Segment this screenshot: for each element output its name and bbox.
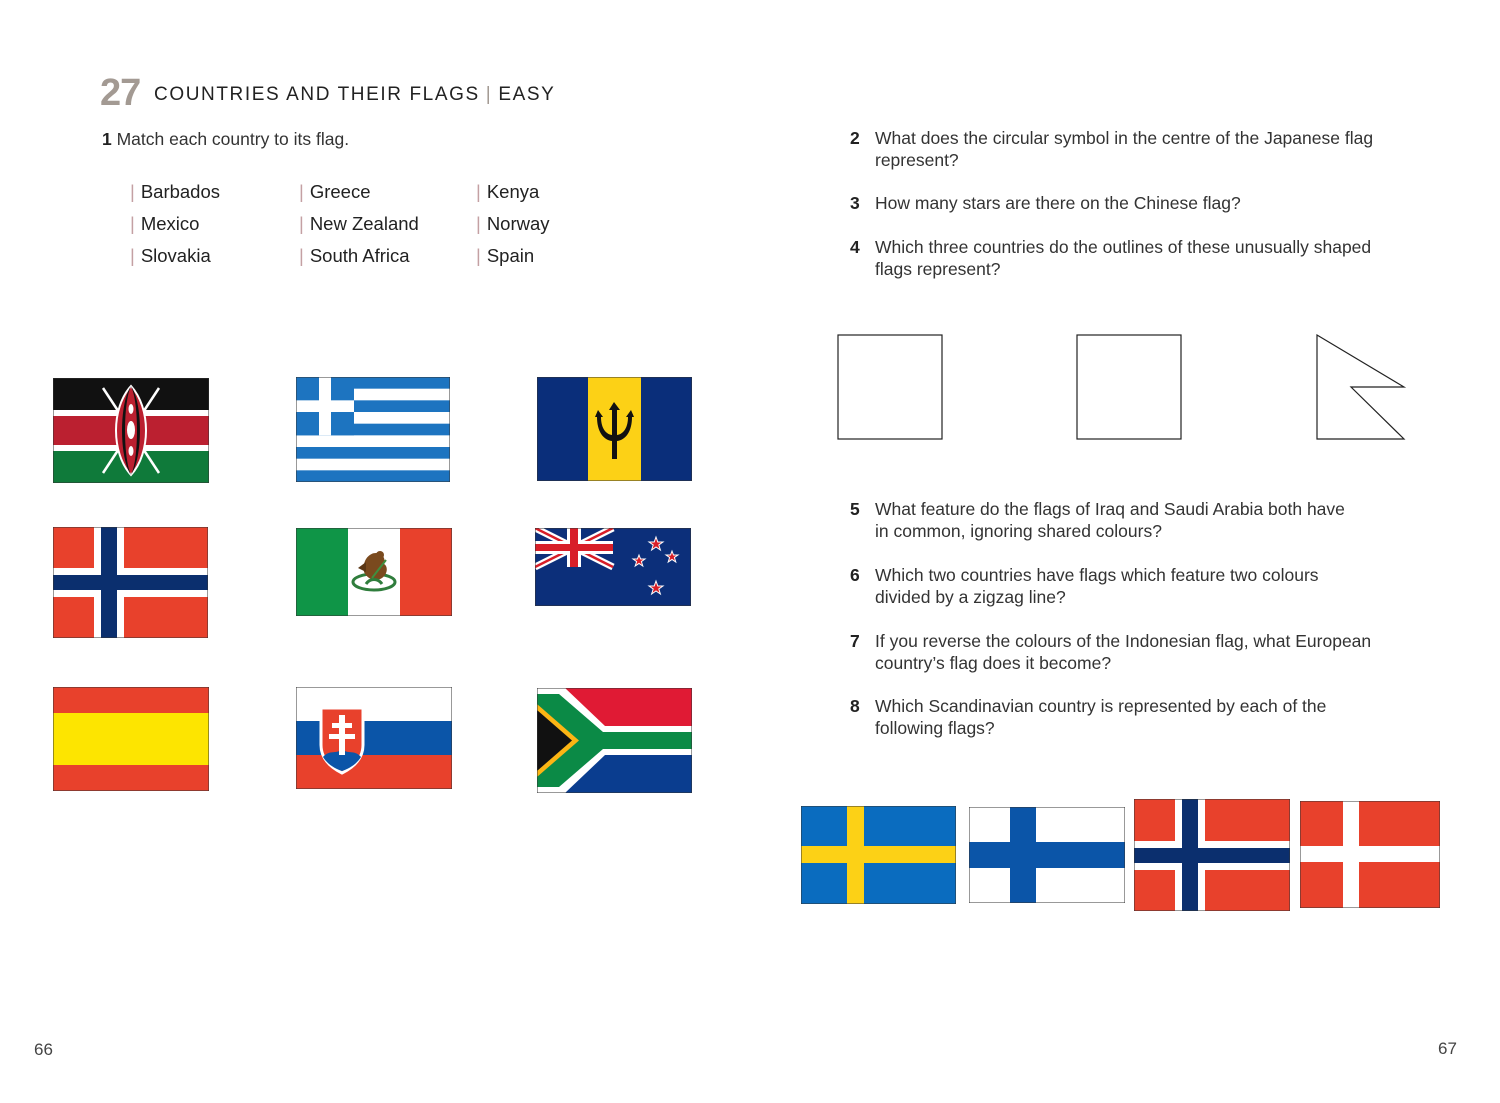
difficulty-label: EASY bbox=[498, 84, 556, 105]
pennant-outline bbox=[1315, 333, 1409, 448]
question-8 bbox=[850, 695, 1390, 739]
question-number: 3 bbox=[850, 193, 860, 213]
sweden-flag bbox=[801, 806, 956, 904]
spain-flag bbox=[53, 687, 209, 791]
new-zealand-flag bbox=[535, 528, 691, 606]
question-text: What does the circular symbol in the centre of the Japanese flag bbox=[875, 128, 1374, 148]
finland-flag bbox=[969, 807, 1125, 903]
country-name: | Mexico bbox=[130, 213, 200, 234]
greece-flag bbox=[296, 377, 450, 482]
question-text: If you reverse the colours of the Indonesian flag, what European bbox=[875, 631, 1372, 651]
question-number: 6 bbox=[850, 565, 860, 585]
chapter-number: 27 bbox=[100, 72, 141, 114]
question-text: in common, ignoring shared colours? bbox=[875, 521, 1162, 541]
south-africa-flag bbox=[537, 688, 692, 793]
page-number-right: 67 bbox=[1438, 1039, 1457, 1058]
question-text: What feature do the flags of Iraq and Saudi Arabia both have bbox=[875, 499, 1345, 519]
square-outline bbox=[1076, 334, 1184, 447]
question-5 bbox=[850, 498, 1390, 542]
question-text: Which three countries do the outlines of these unusually shaped bbox=[875, 237, 1372, 257]
question-text: divided by a zigzag line? bbox=[875, 587, 1066, 607]
denmark-flag bbox=[1300, 801, 1440, 908]
title-separator: | bbox=[485, 84, 493, 105]
question-text: Which Scandinavian country is represented by each of the bbox=[875, 696, 1327, 716]
country-name: | Kenya bbox=[476, 181, 540, 202]
question-text: flags represent? bbox=[875, 259, 1001, 279]
question-number: 2 bbox=[850, 128, 860, 148]
question-6 bbox=[850, 564, 1390, 608]
square-outline bbox=[837, 334, 945, 447]
norway-flag bbox=[1134, 799, 1290, 911]
question-text: following flags? bbox=[875, 718, 995, 738]
question-text: Match each country to its flag. bbox=[116, 129, 350, 149]
question-7 bbox=[850, 630, 1390, 674]
question-number: 1 bbox=[102, 129, 112, 149]
question-number: 7 bbox=[850, 631, 860, 651]
country-name: | Barbados bbox=[130, 181, 221, 202]
question-text: country’s flag does it become? bbox=[875, 653, 1112, 673]
question-3 bbox=[850, 192, 1390, 214]
country-name: | Greece bbox=[299, 181, 371, 202]
barbados-flag bbox=[537, 377, 692, 481]
mexico-flag bbox=[296, 528, 452, 616]
question-number: 8 bbox=[850, 696, 860, 716]
question-4 bbox=[850, 236, 1390, 280]
page-number-left: 66 bbox=[34, 1040, 53, 1059]
question-text: Which two countries have flags which feature two colours bbox=[875, 565, 1319, 585]
country-name: | Norway bbox=[476, 213, 550, 234]
country-name: | New Zealand bbox=[299, 213, 419, 234]
country-name: | Slovakia bbox=[130, 245, 211, 266]
country-name: | South Africa bbox=[299, 245, 410, 266]
question-number: 4 bbox=[850, 237, 860, 257]
question-text: represent? bbox=[875, 150, 959, 170]
norway-flag bbox=[53, 527, 208, 638]
question-2 bbox=[850, 127, 1390, 171]
chapter-title-text: COUNTRIES AND THEIR FLAGS bbox=[154, 84, 480, 105]
question-1 bbox=[102, 128, 349, 150]
question-text: How many stars are there on the Chinese flag? bbox=[875, 193, 1241, 213]
chapter-title bbox=[154, 84, 555, 106]
country-name: | Spain bbox=[476, 245, 535, 266]
kenya-flag bbox=[53, 378, 209, 483]
slovakia-flag bbox=[296, 687, 452, 789]
question-number: 5 bbox=[850, 499, 860, 519]
